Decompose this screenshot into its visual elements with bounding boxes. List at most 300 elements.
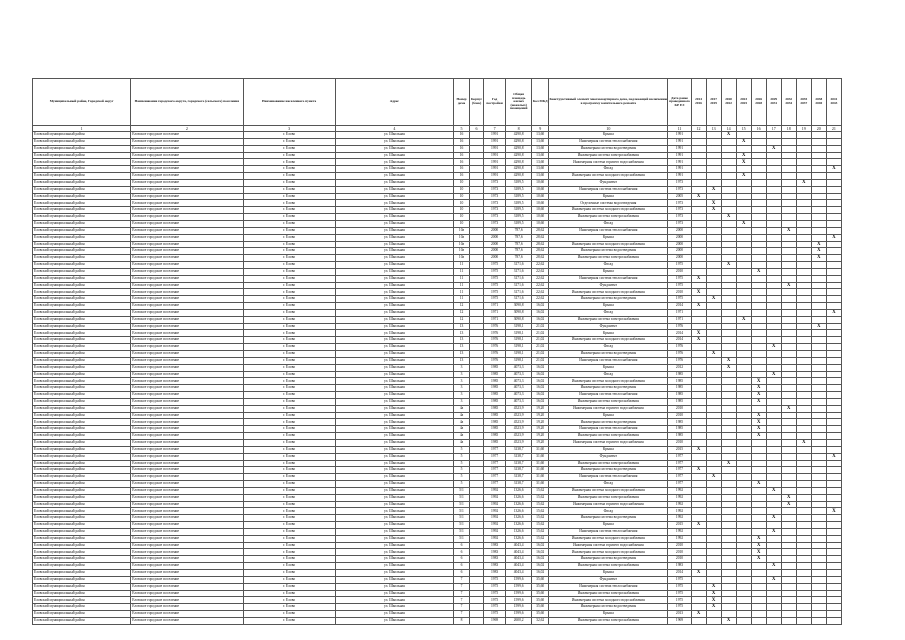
settlement-cell: Еловское городское поселение — [131, 597, 243, 604]
table-row — [33, 166, 842, 173]
period-cell — [691, 549, 706, 556]
district-cell: Еловский муниципальный район — [33, 487, 131, 494]
locality-cell: г. Елово — [243, 611, 335, 618]
period-cell — [691, 323, 706, 330]
settlement-cell: Еловское городское поселение — [131, 392, 243, 399]
period-cell — [691, 166, 706, 173]
mkd-cell: 28,62 — [532, 227, 549, 234]
mkd-cell: 10,60 — [532, 193, 549, 200]
period-cell — [826, 214, 841, 221]
street-cell: ул. Школьная — [335, 316, 453, 323]
locality-cell: г. Елово — [243, 255, 335, 262]
house-number-cell: 4а — [454, 412, 470, 419]
street-cell: ул. Школьная — [335, 357, 453, 364]
period-cell — [826, 323, 841, 330]
period-cell — [751, 138, 766, 145]
block-cell — [470, 309, 484, 316]
settlement-cell: Еловское городское поселение — [131, 214, 243, 221]
mkd-cell: 21,02 — [532, 351, 549, 358]
table-row — [33, 241, 842, 248]
settlement-cell: Еловское городское поселение — [131, 556, 243, 563]
period-cell — [706, 501, 721, 508]
street-cell: ул. Школьная — [335, 200, 453, 207]
table-row — [33, 234, 842, 241]
period-cell — [811, 220, 826, 227]
period-cell: X — [766, 371, 781, 378]
period-cell — [751, 487, 766, 494]
element-cell: Инженерная система теплоснабжения — [549, 227, 668, 234]
period-cell — [736, 494, 751, 501]
period-cell — [751, 179, 766, 186]
period-cell — [706, 467, 721, 474]
column-header: Наименование населенного пункта — [243, 79, 335, 126]
prev-repair-cell: 2010 — [668, 556, 691, 563]
period-cell — [691, 378, 706, 385]
block-cell — [470, 200, 484, 207]
locality-cell: г. Елово — [243, 508, 335, 515]
settlement-cell: Еловское городское поселение — [131, 330, 243, 337]
element-cell: Инженерная система холодного водоснабжения — [549, 241, 668, 248]
element-cell: Инженерная система водоотведения — [549, 351, 668, 358]
period-cell — [826, 556, 841, 563]
locality-cell: г. Елово — [243, 289, 335, 296]
period-cell — [736, 398, 751, 405]
block-cell — [470, 398, 484, 405]
period-cell: X — [706, 296, 721, 303]
district-cell: Еловский муниципальный район — [33, 186, 131, 193]
period-cell — [691, 590, 706, 597]
street-cell: ул. Школьная — [335, 248, 453, 255]
table-row — [33, 419, 842, 426]
period-cell — [781, 474, 796, 481]
period-cell: X — [721, 364, 736, 371]
mkd-cell: 10,60 — [532, 207, 549, 214]
period-cell — [736, 508, 751, 515]
mkd-cell: 19,20 — [532, 433, 549, 440]
period-cell — [766, 337, 781, 344]
period-cell — [721, 467, 736, 474]
house-number-cell: 5/1 — [454, 487, 470, 494]
prev-repair-cell: 2000 — [668, 255, 691, 262]
settlement-cell: Еловское городское поселение — [131, 508, 243, 515]
period-cell: X — [796, 179, 811, 186]
build-year-cell: 1975 — [484, 289, 506, 296]
street-cell: ул. Школьная — [335, 433, 453, 440]
table-row — [33, 522, 842, 529]
period-cell: X — [706, 200, 721, 207]
period-cell — [766, 227, 781, 234]
period-cell: X — [691, 522, 706, 529]
settlement-cell: Еловское городское поселение — [131, 481, 243, 488]
period-cell — [781, 309, 796, 316]
column-header: 2023 2025 — [736, 79, 751, 126]
settlement-cell: Еловское городское поселение — [131, 193, 243, 200]
period-cell — [706, 522, 721, 529]
period-cell — [691, 604, 706, 611]
period-cell — [721, 371, 736, 378]
column-header: Общая площадь жилых (нежилых) помещений — [506, 79, 532, 126]
period-cell — [766, 282, 781, 289]
district-cell: Еловский муниципальный район — [33, 590, 131, 597]
period-cell — [766, 570, 781, 577]
street-cell: ул. Школьная — [335, 371, 453, 378]
street-cell: ул. Школьная — [335, 508, 453, 515]
period-cell — [826, 364, 841, 371]
table-row — [33, 227, 842, 234]
element-cell: Инженерная система теплоснабжения — [549, 583, 668, 590]
period-cell — [736, 611, 751, 618]
house-number-cell: 5/1 — [454, 508, 470, 515]
element-cell: Инженерная система горячего водоснабжения — [549, 542, 668, 549]
mkd-cell: 13,60 — [532, 132, 549, 139]
house-number-cell: 6 — [454, 556, 470, 563]
prev-repair-cell: 1975 — [668, 597, 691, 604]
period-cell: X — [691, 289, 706, 296]
period-cell — [766, 138, 781, 145]
settlement-cell: Еловское городское поселение — [131, 570, 243, 577]
settlement-cell: Еловское городское поселение — [131, 173, 243, 180]
period-cell — [721, 173, 736, 180]
prev-repair-cell: 2010 — [668, 439, 691, 446]
prev-repair-cell: 1969 — [668, 617, 691, 624]
district-cell: Еловский муниципальный район — [33, 446, 131, 453]
build-year-cell: 1983 — [484, 556, 506, 563]
period-cell — [751, 323, 766, 330]
locality-cell: г. Елово — [243, 173, 335, 180]
mkd-cell: 10,60 — [532, 200, 549, 207]
build-year-cell: 1985 — [484, 385, 506, 392]
period-cell — [706, 392, 721, 399]
block-cell — [470, 241, 484, 248]
mkd-cell: 19,20 — [532, 419, 549, 426]
period-cell — [721, 303, 736, 310]
house-number-cell: 5 — [454, 474, 470, 481]
settlement-cell: Еловское городское поселение — [131, 186, 243, 193]
element-cell: Инженерная система электроснабжения — [549, 433, 668, 440]
period-cell — [796, 611, 811, 618]
build-year-cell: 1983 — [484, 542, 506, 549]
period-cell — [706, 611, 721, 618]
element-cell: Инженерная система электроснабжения — [549, 398, 668, 405]
settlement-cell: Еловское городское поселение — [131, 166, 243, 173]
block-cell — [470, 583, 484, 590]
settlement-cell: Еловское городское поселение — [131, 255, 243, 262]
period-cell — [781, 433, 796, 440]
house-number-cell: 12 — [454, 303, 470, 310]
settlement-cell: Еловское городское поселение — [131, 412, 243, 419]
prev-repair-cell: 1971 — [668, 309, 691, 316]
table-row — [33, 207, 842, 214]
mkd-cell: 13,60 — [532, 166, 549, 173]
area-cell: 787,6 — [506, 255, 532, 262]
block-cell — [470, 132, 484, 139]
table-row — [33, 138, 842, 145]
period-cell — [721, 549, 736, 556]
period-cell — [796, 193, 811, 200]
build-year-cell: 1992 — [484, 528, 506, 535]
period-cell — [736, 166, 751, 173]
period-cell — [691, 138, 706, 145]
column-number: 2 — [131, 126, 243, 132]
period-cell — [826, 392, 841, 399]
district-cell: Еловский муниципальный район — [33, 275, 131, 282]
mkd-cell: 16,02 — [532, 570, 549, 577]
period-cell — [781, 145, 796, 152]
column-number: 6 — [470, 126, 484, 132]
period-cell — [826, 576, 841, 583]
table-row — [33, 152, 842, 159]
period-cell — [766, 446, 781, 453]
district-cell: Еловский муниципальный район — [33, 323, 131, 330]
period-cell — [691, 426, 706, 433]
prev-repair-cell: 2010 — [668, 542, 691, 549]
period-cell — [721, 583, 736, 590]
period-cell — [826, 275, 841, 282]
build-year-cell: 1973 — [484, 207, 506, 214]
settlement-cell: Еловское городское поселение — [131, 494, 243, 501]
build-year-cell: 1975 — [484, 611, 506, 618]
settlement-cell: Еловское городское поселение — [131, 487, 243, 494]
period-cell — [736, 426, 751, 433]
period-cell — [751, 508, 766, 515]
settlement-cell: Еловское городское поселение — [131, 611, 243, 618]
table-row — [33, 220, 842, 227]
period-cell — [811, 392, 826, 399]
period-cell — [796, 166, 811, 173]
area-cell: 3189,5 — [506, 200, 532, 207]
period-cell — [691, 494, 706, 501]
period-cell — [796, 617, 811, 624]
house-number-cell: 7 — [454, 597, 470, 604]
period-cell — [766, 604, 781, 611]
element-cell: Крыша — [549, 412, 668, 419]
area-cell: 3138,7 — [506, 453, 532, 460]
table-row — [33, 289, 842, 296]
period-cell — [766, 522, 781, 529]
prev-repair-cell: 2014 — [668, 570, 691, 577]
street-cell: ул. Школьная — [335, 262, 453, 269]
period-cell — [781, 597, 796, 604]
locality-cell: г. Елово — [243, 467, 335, 474]
build-year-cell: 1992 — [484, 508, 506, 515]
block-cell — [470, 611, 484, 618]
table-row — [33, 392, 842, 399]
period-cell — [721, 296, 736, 303]
house-number-cell: 10 — [454, 220, 470, 227]
period-cell — [766, 323, 781, 330]
period-cell — [766, 617, 781, 624]
build-year-cell: 1971 — [484, 316, 506, 323]
period-cell — [811, 214, 826, 221]
column-number: 1 — [33, 126, 131, 132]
period-cell — [736, 303, 751, 310]
block-cell — [470, 186, 484, 193]
column-number: 13 — [706, 126, 721, 132]
district-cell: Еловский муниципальный район — [33, 617, 131, 624]
period-cell — [811, 351, 826, 358]
street-cell: ул. Школьная — [335, 214, 453, 221]
table-row — [33, 214, 842, 221]
period-cell — [736, 351, 751, 358]
period-cell — [826, 528, 841, 535]
period-cell — [781, 535, 796, 542]
period-cell — [736, 132, 751, 139]
period-cell — [811, 371, 826, 378]
house-number-cell: 5 — [454, 481, 470, 488]
build-year-cell: 2000 — [484, 234, 506, 241]
table-row — [33, 344, 842, 351]
street-cell: ул. Школьная — [335, 446, 453, 453]
period-cell — [751, 337, 766, 344]
prev-repair-cell: 1977 — [668, 453, 691, 460]
block-cell — [470, 467, 484, 474]
period-cell — [796, 481, 811, 488]
area-cell: 4043,4 — [506, 542, 532, 549]
area-cell: 4073,3 — [506, 378, 532, 385]
district-cell: Еловский муниципальный район — [33, 145, 131, 152]
period-cell — [766, 268, 781, 275]
period-cell — [781, 241, 796, 248]
locality-cell: г. Елово — [243, 419, 335, 426]
period-cell: X — [766, 563, 781, 570]
area-cell: 4290,8 — [506, 138, 532, 145]
period-cell — [736, 412, 751, 419]
period-cell — [736, 241, 751, 248]
house-number-cell: 10а — [454, 248, 470, 255]
area-cell: 4523,9 — [506, 419, 532, 426]
period-cell: X — [766, 528, 781, 535]
table-row — [33, 439, 842, 446]
street-cell: ул. Школьная — [335, 597, 453, 604]
locality-cell: г. Елово — [243, 207, 335, 214]
period-cell — [706, 576, 721, 583]
period-cell — [796, 487, 811, 494]
period-cell — [721, 186, 736, 193]
house-number-cell: 11 — [454, 282, 470, 289]
district-cell: Еловский муниципальный район — [33, 378, 131, 385]
period-cell: X — [811, 255, 826, 262]
column-number: 21 — [826, 126, 841, 132]
district-cell: Еловский муниципальный район — [33, 330, 131, 337]
element-cell: Инженерная система электроснабжения — [549, 316, 668, 323]
mkd-cell: 15,62 — [532, 535, 549, 542]
build-year-cell: 1976 — [484, 323, 506, 330]
period-cell — [766, 535, 781, 542]
block-cell — [470, 535, 484, 542]
build-year-cell: 1983 — [484, 570, 506, 577]
period-cell — [781, 275, 796, 282]
period-cell — [721, 426, 736, 433]
period-cell — [781, 186, 796, 193]
period-cell — [811, 481, 826, 488]
period-cell — [766, 494, 781, 501]
period-cell — [781, 166, 796, 173]
period-cell — [766, 590, 781, 597]
period-cell — [751, 446, 766, 453]
period-cell — [796, 515, 811, 522]
house-number-cell: 10 — [454, 200, 470, 207]
locality-cell: г. Елово — [243, 515, 335, 522]
settlement-cell: Еловское городское поселение — [131, 289, 243, 296]
mkd-cell: 22,62 — [532, 296, 549, 303]
street-cell: ул. Школьная — [335, 344, 453, 351]
mkd-cell: 28,62 — [532, 241, 549, 248]
period-cell — [826, 617, 841, 624]
build-year-cell: 2000 — [484, 227, 506, 234]
street-cell: ул. Школьная — [335, 501, 453, 508]
period-cell — [781, 528, 796, 535]
element-cell: Инженерная система электроснабжения — [549, 214, 668, 221]
period-cell — [796, 214, 811, 221]
street-cell: ул. Школьная — [335, 590, 453, 597]
district-cell: Еловский муниципальный район — [33, 611, 131, 618]
mkd-cell: 32,62 — [532, 617, 549, 624]
period-cell — [811, 460, 826, 467]
table-row — [33, 433, 842, 440]
period-cell — [706, 152, 721, 159]
house-number-cell: 13 — [454, 337, 470, 344]
period-cell — [781, 590, 796, 597]
period-cell — [781, 323, 796, 330]
period-cell — [691, 200, 706, 207]
prev-repair-cell: 1985 — [668, 392, 691, 399]
locality-cell: г. Елово — [243, 309, 335, 316]
element-cell: Инженерная система теплоснабжения — [549, 357, 668, 364]
street-cell: ул. Школьная — [335, 309, 453, 316]
locality-cell: г. Елово — [243, 426, 335, 433]
block-cell — [470, 152, 484, 159]
period-cell — [691, 617, 706, 624]
element-cell: Фундамент — [549, 179, 668, 186]
period-cell — [721, 344, 736, 351]
block-cell — [470, 617, 484, 624]
element-cell: Инженерная система водоотведения — [549, 604, 668, 611]
build-year-cell: 1991 — [484, 152, 506, 159]
period-cell — [751, 316, 766, 323]
settlement-cell: Еловское городское поселение — [131, 296, 243, 303]
period-cell — [691, 398, 706, 405]
element-cell: Инженерная система электроснабжения — [549, 590, 668, 597]
column-header: 2014 2016 — [691, 79, 706, 126]
period-cell — [766, 316, 781, 323]
build-year-cell: 1992 — [484, 494, 506, 501]
period-cell — [721, 330, 736, 337]
period-cell — [766, 262, 781, 269]
build-year-cell: 1975 — [484, 583, 506, 590]
district-cell: Еловский муниципальный район — [33, 604, 131, 611]
period-cell — [691, 528, 706, 535]
prev-repair-cell: 2010 — [668, 268, 691, 275]
street-cell: ул. Школьная — [335, 132, 453, 139]
area-cell: 1326,6 — [506, 515, 532, 522]
column-number: 20 — [811, 126, 826, 132]
block-cell — [470, 392, 484, 399]
period-cell — [766, 542, 781, 549]
period-cell: X — [766, 487, 781, 494]
period-cell — [766, 392, 781, 399]
element-cell: Фасад — [549, 371, 668, 378]
district-cell: Еловский муниципальный район — [33, 570, 131, 577]
house-number-cell: 6 — [454, 549, 470, 556]
element-cell: Инженерная система горячего водоснабжения — [549, 159, 668, 166]
district-cell: Еловский муниципальный район — [33, 200, 131, 207]
period-cell: X — [766, 344, 781, 351]
period-cell — [811, 145, 826, 152]
street-cell: ул. Школьная — [335, 426, 453, 433]
house-number-cell: 10а — [454, 234, 470, 241]
period-cell — [751, 248, 766, 255]
period-cell — [706, 542, 721, 549]
